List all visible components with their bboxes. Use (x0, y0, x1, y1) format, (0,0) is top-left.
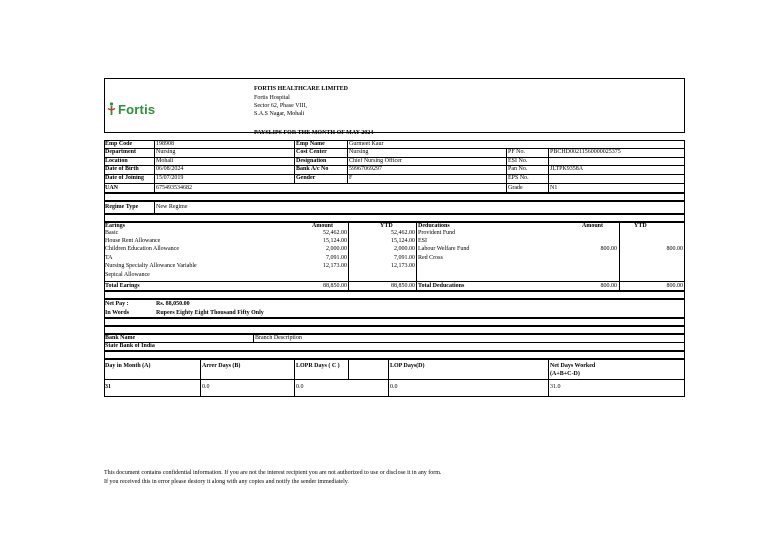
earning-amount: 15,124.00 (323, 238, 347, 244)
bank-name-label: Bank Name (105, 335, 136, 341)
days-value-d: 0.0 (390, 384, 398, 390)
bank-account-value: 59967069297 (349, 166, 382, 172)
spacer-row (104, 193, 685, 201)
earning-ytd: 52,462.00 (391, 230, 415, 236)
earning-amount: 12,173.00 (323, 263, 347, 269)
cost-center-label: Cost Center (296, 149, 327, 155)
branch-description-label: Branch Description (255, 335, 302, 341)
days-header-c: LOPR Days ( C ) (296, 363, 340, 369)
grade-label: Grade (508, 185, 523, 191)
bank-account-label: Bank A/c No (296, 166, 329, 172)
uan-label: UAN (105, 185, 118, 191)
eps-label: EPS No. (508, 175, 529, 181)
total-earnings-label: Total Earings (105, 283, 140, 289)
deduction-name: Red Cross (418, 255, 443, 261)
spacer-row (104, 214, 685, 222)
regime-row (104, 201, 685, 214)
earning-name: TA (105, 255, 113, 261)
emp-code-label: Emp Code (105, 141, 133, 147)
dob-label: Date of Birth (105, 166, 139, 172)
logo-text: Fortis (118, 101, 156, 117)
earning-ytd: 15,124.00 (391, 238, 415, 244)
pan-value: JLTPK9358A (550, 166, 584, 172)
uan-value: 675493534682 (156, 185, 192, 191)
company-address-1: Fortis Hospital (254, 95, 290, 101)
gender-value: F (349, 175, 353, 181)
emp-name-value: Gurmeet Kaur (349, 141, 384, 147)
bank-name-value: State Bank of India (105, 343, 155, 349)
pan-label: Pan No. (508, 166, 528, 172)
regime-value: New Regime (156, 204, 188, 210)
earning-name: Children Education Allowance (105, 246, 179, 252)
total-deductions-ytd: 800.00 (666, 283, 683, 289)
pf-value: PBCHD00211560000025375 (550, 149, 621, 155)
company-name: FORTIS HEALTHCARE LIMITED (254, 86, 348, 92)
earnings-header: Earings (105, 223, 126, 229)
location-value: Mohali (156, 158, 174, 164)
spacer-row (104, 318, 685, 326)
deduction-amount: 800.00 (600, 246, 617, 252)
spacer-row (104, 326, 685, 334)
disclaimer-line-2: If you received this in error please destory it along with any copies and notify the sender immediately. (104, 479, 349, 485)
deduction-name: ESI (418, 238, 427, 244)
days-header-b: Arrer Days (B) (202, 363, 241, 369)
pf-label: PF No. (508, 149, 526, 155)
grade-value: N1 (550, 185, 558, 191)
cost-center-value: Nursing (349, 149, 369, 155)
deduction-ytd: 800.00 (666, 246, 683, 252)
deductions-amount-header: Amount (582, 223, 604, 229)
days-header-net-formula: (A+B+C-D) (550, 371, 580, 377)
designation-label: Designation (296, 158, 327, 164)
total-earnings-amount: 88,850.00 (323, 283, 347, 289)
doj-label: Date of Joining (105, 175, 144, 181)
earning-ytd: 12,173.00 (391, 263, 415, 269)
designation-value: Chief Nursing Officer (349, 158, 402, 164)
in-words-value: Rupees Eighty Eight Thousand Fifty Only (156, 310, 264, 316)
deduction-name: Labour Welfare Fund (418, 246, 470, 252)
payslip-title: PAYSLIPS FOR THE MONTH OF MAY 2024 (254, 130, 374, 136)
spacer-row (104, 351, 685, 359)
company-logo (107, 101, 155, 117)
earning-amount: 52,462.00 (323, 230, 347, 236)
earning-name: House Rent Allowance (105, 238, 161, 244)
total-earnings-ytd: 88,850.00 (391, 283, 415, 289)
deduction-name: Provident Fund (418, 230, 456, 236)
days-value-a: 31 (105, 384, 111, 390)
disclaimer-line-1: This document contains confidential information. If you are not the interest recipient you are not authorized to use or disclose it in any form. (104, 470, 442, 476)
department-label: Department (105, 149, 136, 155)
days-value-b: 0.0 (202, 384, 210, 390)
earning-amount: 2,000.00 (326, 246, 347, 252)
days-value-net: 31.0 (550, 384, 561, 390)
earnings-ytd-header: YTD (380, 223, 393, 229)
earnings-amount-header: Amount (312, 223, 334, 229)
total-deductions-amount: 800.00 (600, 283, 617, 289)
header-box (104, 78, 685, 133)
net-pay-value: Rs. 88,050.00 (156, 301, 190, 307)
regime-label: Regime Type (105, 204, 139, 210)
earning-ytd: 2,000.00 (394, 246, 415, 252)
emp-name-label: Emp Name (296, 141, 325, 147)
fortis-logo-icon (107, 102, 116, 116)
spacer-row (104, 291, 685, 299)
earning-amount: 7,091.00 (326, 255, 347, 261)
emp-code-value: 198908 (156, 141, 174, 147)
company-address-3: S.A.S Nagar, Mohali (254, 111, 305, 117)
days-value-c: 0.0 (296, 384, 304, 390)
earning-name: Nursing Specialty Allowance Variable (105, 263, 197, 269)
esi-label: ESI No. (508, 158, 528, 164)
department-value: Nursing (156, 149, 176, 155)
in-words-label: In Words (105, 310, 130, 316)
earning-name: Sepical Allowance (105, 272, 150, 278)
deductions-ytd-header: YTD (634, 223, 647, 229)
days-header-d: LOP Days(D) (390, 363, 425, 369)
earning-ytd: 7,091.00 (394, 255, 415, 261)
total-deductions-label: Total Deducations (418, 283, 465, 289)
doj-value: 15/07/2019 (156, 175, 184, 181)
location-label: Location (105, 158, 128, 164)
gender-label: Gender (296, 175, 316, 181)
company-address-2: Sector 62, Phase VIII, (254, 103, 308, 109)
days-header-net: Net Days Worked (550, 363, 596, 369)
net-pay-label: Net Pay : (105, 301, 129, 307)
deductions-header: Deducations (418, 223, 450, 229)
days-header-a: Day in Month (A) (105, 363, 151, 369)
earning-name: Basic (105, 230, 119, 236)
dob-value: 06/08/2024 (156, 166, 184, 172)
